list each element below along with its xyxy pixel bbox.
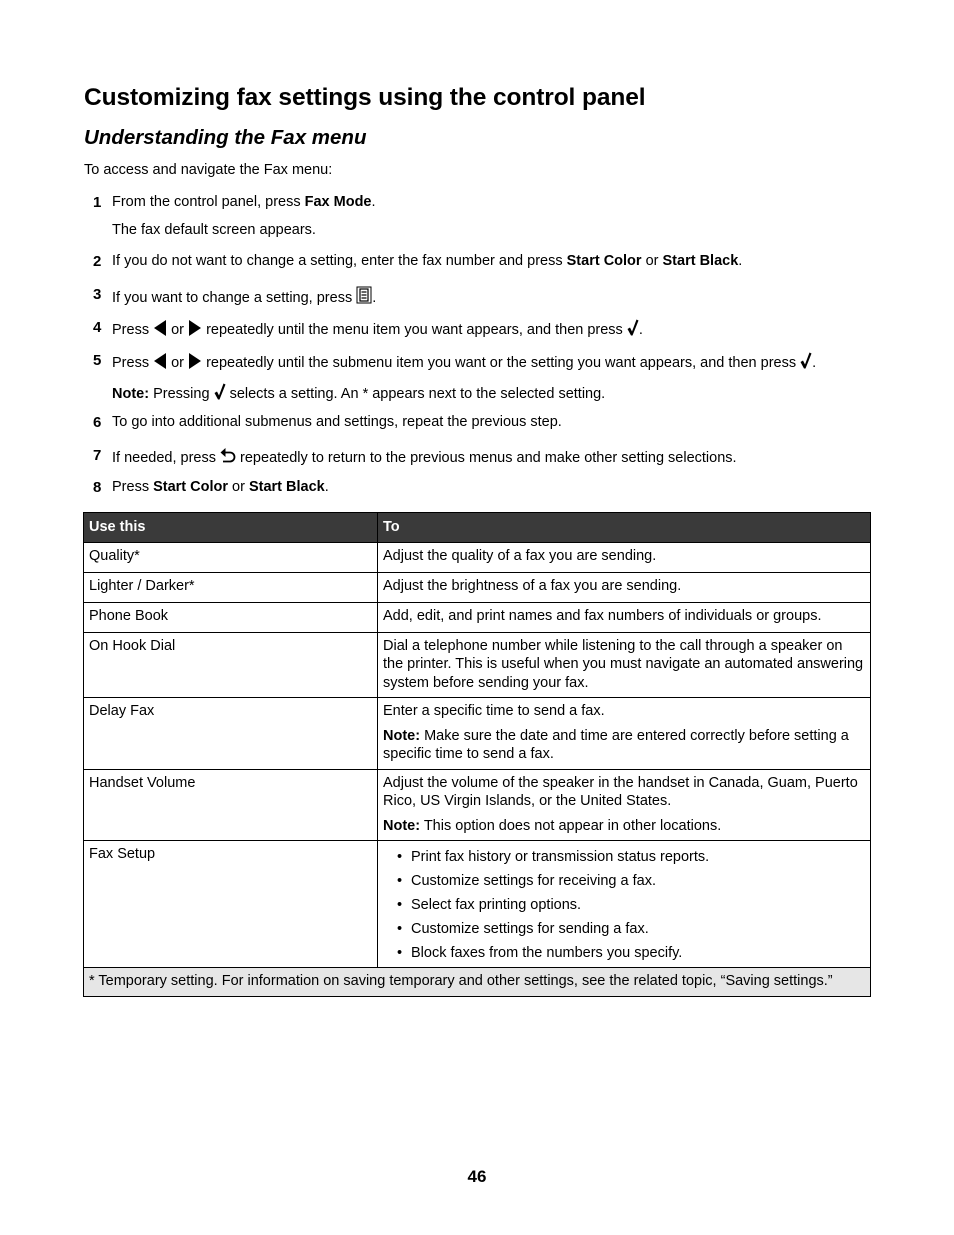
- table-cell-to: Add, edit, and print names and fax numbers of individuals or groups.: [378, 602, 871, 632]
- checkmark-icon: [800, 352, 812, 369]
- table-cell-use: Fax Setup: [84, 841, 378, 968]
- right-arrow-icon: [188, 320, 202, 336]
- list-item: • Print fax history or transmission status reports.: [397, 848, 865, 867]
- checkmark-icon: [214, 383, 226, 400]
- left-arrow-icon: [153, 353, 167, 369]
- table-cell-use: On Hook Dial: [84, 632, 378, 698]
- column-header-to: To: [378, 513, 871, 543]
- section-title: Understanding the Fax menu: [84, 126, 367, 149]
- left-arrow-icon: [153, 320, 167, 336]
- table-row: [84, 698, 871, 770]
- bullet-list: [383, 848, 865, 962]
- step-5-note: Note: Pressing selects a setting. An * appears next to the selected setting.: [112, 383, 605, 402]
- table-row: [84, 632, 871, 698]
- table-row: [84, 841, 871, 968]
- table-cell-to: [378, 841, 871, 968]
- table-cell-use: Lighter / Darker*: [84, 572, 378, 602]
- table-cell-to: Dial a telephone number while listening to the call through a speaker on the printer. This is useful when you must navigate an automated answering system before sending your fax.: [378, 632, 871, 698]
- menu-button-icon: [356, 286, 372, 304]
- table-cell-to: Adjust the brightness of a fax you are sending.: [378, 572, 871, 602]
- cell-note: Note: This option does not appear in other locations.: [383, 817, 722, 834]
- list-item: • Customize settings for sending a fax.: [397, 920, 865, 939]
- list-item: • Select fax printing options.: [397, 896, 865, 915]
- table-row: [84, 542, 871, 572]
- page-number: 46: [467, 1167, 487, 1186]
- table-cell-to: [378, 698, 871, 770]
- table-header-row: [84, 513, 871, 543]
- table-cell-to: Adjust the quality of a fax you are sending.: [378, 542, 871, 572]
- cell-text: Enter a specific time to send a fax.: [383, 703, 605, 719]
- table-row: [84, 769, 871, 841]
- table-footnote: * Temporary setting. For information on saving temporary and other settings, see the related topic, “Saving settings.”: [84, 968, 871, 997]
- table-row: [84, 602, 871, 632]
- table-cell-use: Delay Fax: [84, 698, 378, 770]
- intro-text: To access and navigate the Fax menu:: [84, 162, 333, 178]
- cell-note: Note: Make sure the date and time are entered correctly before setting a specific time to send a fax.: [383, 727, 849, 762]
- back-arrow-icon: [220, 447, 236, 464]
- table-cell-to: [378, 769, 871, 841]
- table-footnote-row: [84, 968, 871, 997]
- table-cell-use: Quality*: [84, 542, 378, 572]
- right-arrow-icon: [188, 353, 202, 369]
- table-cell-use: Handset Volume: [84, 769, 378, 841]
- list-item: • Customize settings for receiving a fax.: [397, 872, 865, 891]
- step-1-result: The fax default screen appears.: [112, 222, 316, 238]
- list-item: • Block faxes from the numbers you specify.: [397, 944, 865, 963]
- fax-menu-table: [83, 512, 871, 997]
- table-cell-use: Phone Book: [84, 602, 378, 632]
- checkmark-icon: [627, 319, 639, 336]
- page-title: Customizing fax settings using the control panel: [84, 84, 646, 111]
- cell-text: Adjust the volume of the speaker in the handset in Canada, Guam, Puerto Rico, US Virgin Islands, or the United States.: [383, 774, 858, 809]
- column-header-use-this: Use this: [84, 513, 378, 543]
- table-row: [84, 572, 871, 602]
